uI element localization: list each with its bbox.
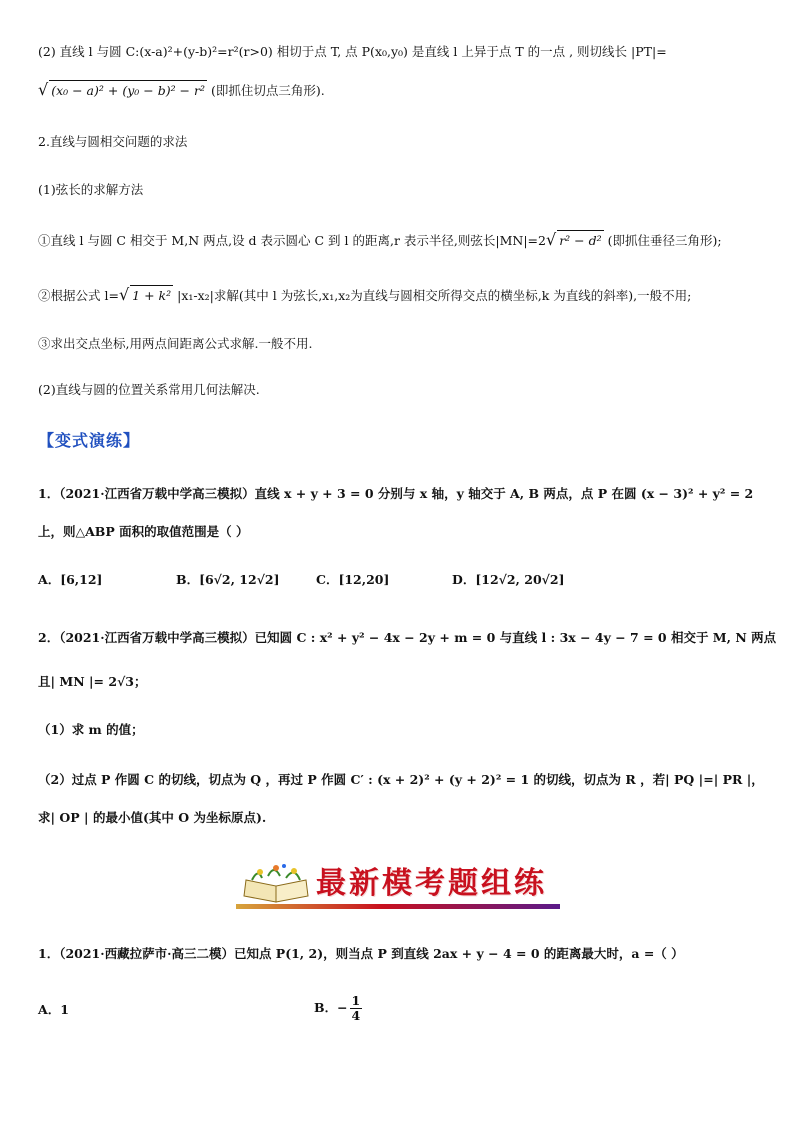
text-line-tangent: (2) 直线 l 与圆 C:(x-a)²+(y-b)²=r²(r>0) 相切于点 T, 点 P(x₀,y₀) 是直线 l 上异于点 T 的一点 , 则切线长 |PT|= <box>38 44 667 59</box>
q2-part-2-line-2: 求| OP | 的最小值(其中 O 为坐标原点). <box>38 810 267 825</box>
q3-option-a: A．1 <box>38 1002 69 1017</box>
fraction <box>350 994 363 1023</box>
radicand: 1 + k² <box>130 285 173 306</box>
banner-underline <box>236 904 560 909</box>
open-book-icon <box>240 862 312 906</box>
text-suffix: (即抓住垂径三角形); <box>607 233 722 248</box>
fraction-denominator: 4 <box>351 1008 361 1023</box>
text-suffix: |x₁-x₂|求解(其中 l 为弦长,x₁,x₂为直线与圆相交所得交点的横坐标,k 为直线的斜率),一般不用; <box>177 288 692 303</box>
text-suffix: (即抓住切点三角形). <box>210 83 325 98</box>
option-b-label: B．− <box>314 1000 348 1015</box>
radical-sign: √ <box>118 285 130 304</box>
text-line-method-2 <box>38 285 764 306</box>
q2-part-1: （1）求 m 的值； <box>38 722 144 737</box>
text-line-method-3: ③求出交点坐标,用两点间距离公式求解.一般不用. <box>38 336 313 351</box>
q1-option-c: C．[12,20] <box>316 572 390 587</box>
q3-line-1: 1．（2021·西藏拉萨市·高三二模）已知点 P(1, 2)，则当点 P 到直线 2ax + y − 4 = 0 的距离最大时，a =（ ） <box>38 946 684 961</box>
text-prefix: ②根据公式 l= <box>38 288 119 303</box>
q2-line-1: 2．（2021·江西省万载中学高三模拟）已知圆 C : x² + y² − 4x − 2y + m = 0 与直线 l : 3x − 4y − 7 = 0 相交于 M, N 两点 <box>38 630 777 645</box>
q1-line-1: 1．（2021·江西省万载中学高三模拟）直线 x + y + 3 = 0 分别与 x 轴，y 轴交于 A, B 两点，点 P 在圆 (x − 3)² + y² = 2 <box>38 486 754 501</box>
subheading-chord: (1)弦长的求解方法 <box>38 182 144 197</box>
text-line-tangent-length <box>38 80 764 101</box>
subheading-intersection: 2.直线与圆相交问题的求法 <box>38 134 188 149</box>
radical-sign: √ <box>38 80 49 99</box>
text-prefix: ①直线 l 与圆 C 相交于 M,N 两点,设 d 表示圆心 C 到 l 的距离,r 表示半径,则弦长|MN|=2 <box>38 233 546 248</box>
radicand: r² − d² <box>557 230 603 251</box>
text-line-method-1 <box>38 230 764 251</box>
section-banner <box>236 856 560 912</box>
radical-sign: √ <box>545 230 557 249</box>
q2-line-2: 且| MN |= 2√3； <box>38 674 147 689</box>
q1-line-2: 上，则△ABP 面积的取值范围是（ ） <box>38 524 249 539</box>
q1-option-a: A．[6,12] <box>38 572 103 587</box>
banner-title: 最新模考题组练 <box>316 866 547 901</box>
radicand: (x₀ − a)² + (y₀ − b)² − r² <box>49 80 207 101</box>
q3-option-b <box>314 994 364 1023</box>
fraction-numerator: 1 <box>351 993 361 1008</box>
section-heading: 【变式演练】 <box>38 431 141 450</box>
q1-option-d: D．[12√2, 20√2] <box>452 572 565 587</box>
text-line-geometry: (2)直线与圆的位置关系常用几何法解决. <box>38 382 260 397</box>
q2-part-2-line-1: （2）过点 P 作圆 C 的切线，切点为 Q ，再过 P 作圆 C′ : (x + 2)² + (y + 2)² = 1 的切线，切点为 R ，若| PQ |=| PR |， <box>38 772 764 787</box>
q1-option-b: B．[6√2, 12√2] <box>176 572 280 587</box>
